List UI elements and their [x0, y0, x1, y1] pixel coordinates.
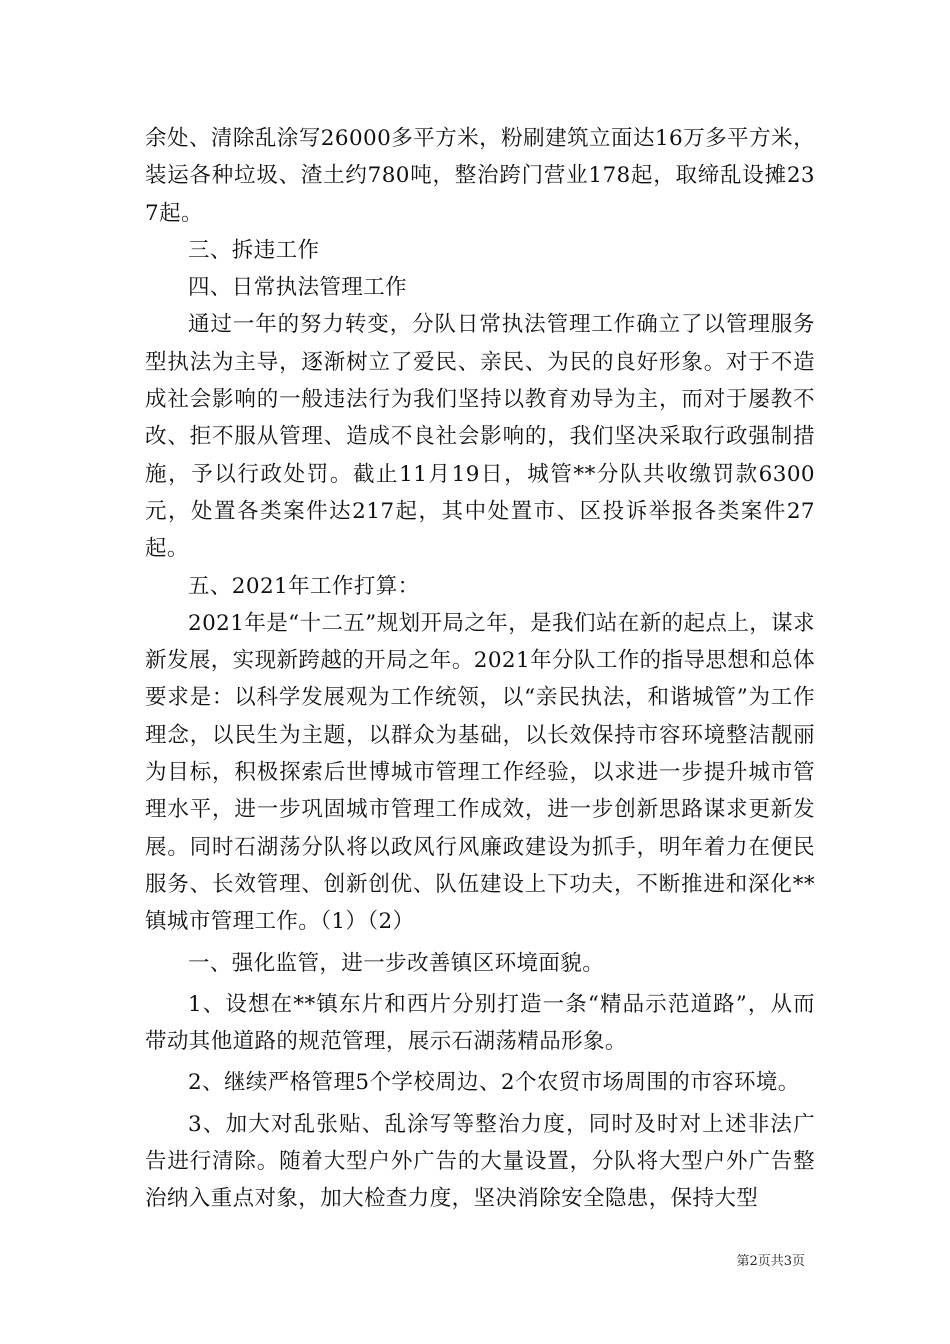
- paragraph-2021-plan: 2021年是“十二五”规划开局之年，是我们站在新的起点上，谋求新发展，实现新跨越的开局之年。2021年分队工作的指导思想和总体要求是：以科学发展观为工作统领，以“亲民执法，和谐城管”为工作理念，以民生为主题，以群众为基础，以长效保持市容环境整洁靓丽为目标，积极探索后世博城市管理工作经验，以求进一步提升城市管理水平，进一步巩固城市管理工作成效，进一步创新思路谋求更新发展。同时石湖荡分队将以政风行风廉政建设为抓手，明年着力在便民服务、长效管理、创新创优、队伍建设上下功夫，不断推进和深化**镇城市管理工作。（1）（2）: [145, 610, 815, 935]
- heading-strengthen-supervision: 一、强化监管，进一步改善镇区环境面貌。: [188, 950, 605, 976]
- heading-daily-enforcement: 四、日常执法管理工作: [188, 275, 408, 301]
- paragraph-daily-enforcement: 通过一年的努力转变，分队日常执法管理工作确立了以管理服务型执法为主导，逐渐树立了爱民、亲民、为民的良好形象。对于不造成社会影响的一般违法行为我们坚持以教育劝导为主，而对于屡教不改、拒不服从管理、造成不良社会影响的，我们坚决采取行政强制措施，予以行政处罚。截止11月19日，城管**分队共收缴罚款6300元，处置各类案件达217起，其中处置市、区投诉举报各类案件27起。: [145, 312, 815, 562]
- heading-demolition-work: 三、拆违工作: [188, 237, 320, 263]
- list-item-2: 2、继续严格管理5个学校周边、2个农贸市场周围的市容环境。: [188, 1070, 800, 1096]
- page-number: 第2页共3页: [736, 1254, 805, 1269]
- list-item-1: 1、设想在**镇东片和西片分别打造一条“精品示范道路”，从而带动其他道路的规范管理，展示石湖荡精品形象。: [145, 991, 815, 1055]
- paragraph-continued-stats: 余处、清除乱涂写26000多平方米，粉刷建筑立面达16万多平方米，装运各种垃圾、渣土约780吨，整治跨门营业178起，取缔乱设摊237起。: [145, 126, 815, 226]
- list-item-3: 3、加大对乱张贴、乱涂写等整治力度，同时及时对上述非法广告进行清除。随着大型户外广告的大量设置，分队将大型户外广告整治纳入重点对象，加大检查力度，坚决消除安全隐患，保持大型: [145, 1111, 815, 1212]
- document-body: [145, 120, 815, 1218]
- heading-2021-plan: 五、2021年工作打算：: [188, 573, 420, 599]
